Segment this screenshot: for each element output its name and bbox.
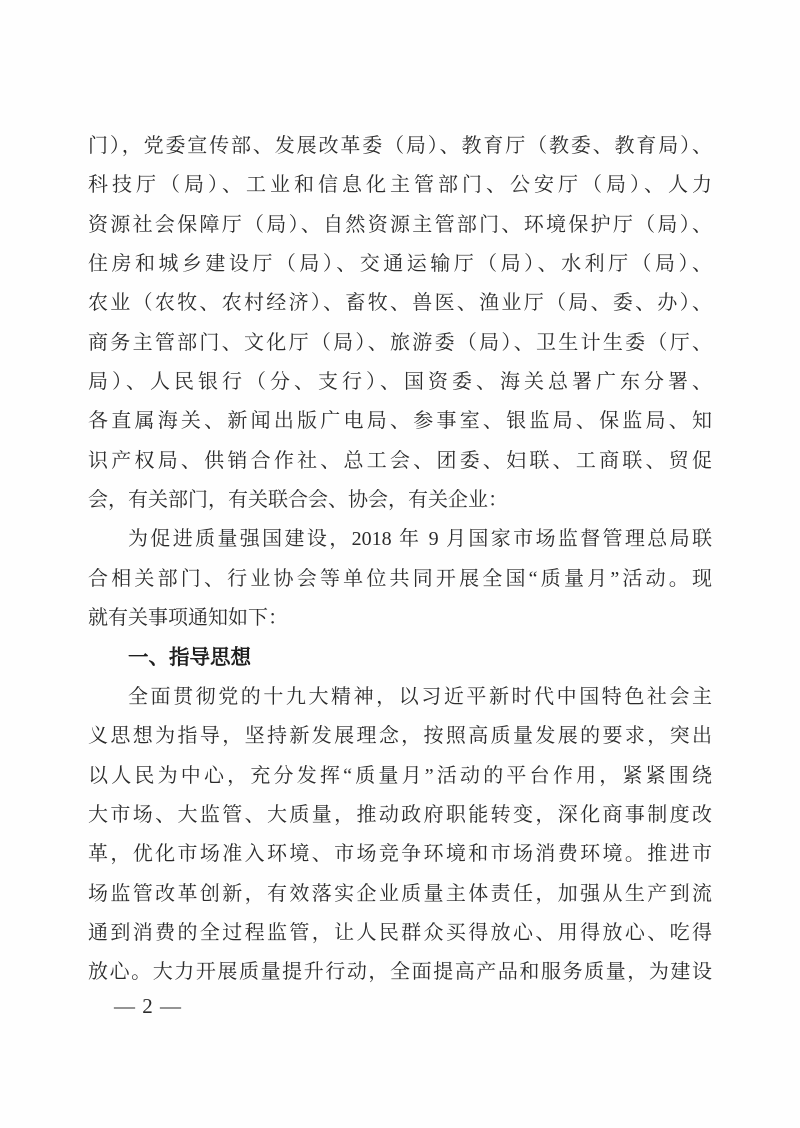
text-line: 革，优化市场准入环境、市场竞争环境和市场消费环境。推进市 [88, 843, 712, 866]
text-line: 放心。大力开展质量提升行动，全面提高产品和服务质量，为建设 [88, 961, 712, 984]
text-line: 资源社会保障厅（局）、自然资源主管部门、环境保护厅（局）、 [88, 213, 712, 236]
text-line: 局）、人民银行（分、支行）、国资委、海关总署广东分署、 [88, 371, 712, 394]
text-line: 识产权局、供销合作社、总工会、团委、妇联、工商联、贸促 [88, 449, 712, 472]
text-line: 义思想为指导，坚持新发展理念，按照高质量发展的要求，突出 [88, 725, 712, 748]
text-line: 农业（农牧、农村经济）、畜牧、兽医、渔业厅（局、委、办）、 [88, 292, 712, 315]
text-line: 就有关事项通知如下： [88, 607, 288, 630]
text-line: 商务主管部门、文化厅（局）、旅游委（局）、卫生计生委（厅、 [88, 331, 712, 354]
page-number: — 2 — [114, 994, 182, 1018]
text-line: 门），党委宣传部、发展改革委（局）、教育厅（教委、教育局）、 [88, 135, 712, 157]
text-line: 场监管改革创新，有效落实企业质量主体责任，加强从生产到流 [88, 882, 712, 905]
text-line: 为促进质量强国建设，2018 年 9 月国家市场监督管理总局联 [128, 528, 712, 551]
text-line: 大市场、大监管、大质量，推动政府职能转变，深化商事制度改 [88, 803, 712, 826]
text-line: 各直属海关、新闻出版广电局、参事室、银监局、保监局、知 [88, 410, 712, 433]
text-line: 会，有关部门，有关联合会、协会，有关企业： [88, 489, 508, 512]
document-body [88, 127, 712, 993]
text-line: 住房和城乡建设厅（局）、交通运输厅（局）、水利厅（局）、 [88, 253, 712, 276]
text-line: 科技厅（局）、工业和信息化主管部门、公安厅（局）、人力 [88, 174, 712, 197]
text-line: 合相关部门、行业协会等单位共同开展全国“质量月”活动。现 [88, 567, 712, 590]
text-line: 通到消费的全过程监管，让人民群众买得放心、用得放心、吃得 [88, 921, 712, 944]
text-line: 以人民为中心，充分发挥“质量月”活动的平台作用，紧紧围绕 [88, 764, 712, 787]
section-heading: 一、指导思想 [128, 646, 251, 670]
text-line: 全面贯彻党的十九大精神，以习近平新时代中国特色社会主 [128, 685, 712, 708]
